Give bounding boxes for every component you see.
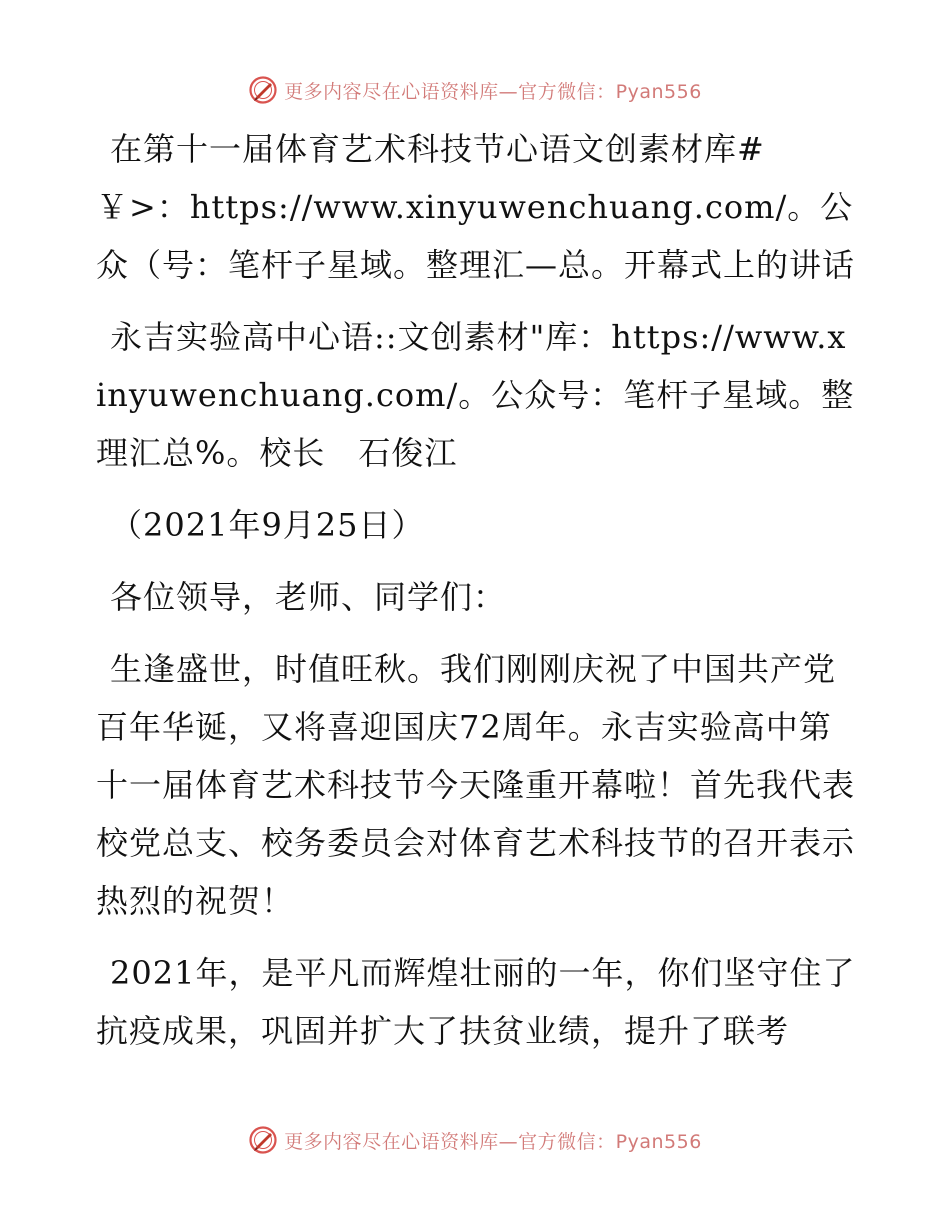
body-paragraph: 生逢盛世，时值旺秋。我们刚刚庆祝了中国共产党百年华诞，又将喜迎国庆72周年。永吉实验高中第十一届体育艺术科技节今天隆重开幕啦！首先我代表校党总支、校务委员会对体育艺术科技节的召开表示热烈的祝贺！ [96,650,856,920]
header-watermark [0,70,950,110]
watermark-text: 更多内容尽在心语资料库—官方微信：Pyan556 [284,1130,702,1153]
seal-pen-logo-icon [248,75,278,105]
salutation-paragraph: 各位领导，老师、同学们： [110,578,507,616]
date-paragraph: （2021年9月25日） [110,506,425,544]
footer-watermark [0,1120,950,1160]
document-body [96,120,856,1074]
watermark-text: 更多内容尽在心语资料库—官方微信：Pyan556 [284,80,702,103]
body-paragraph: 2021年，是平凡而辉煌壮丽的一年，你们坚守住了抗疫成果，巩固并扩大了扶贫业绩，提升了联考 [96,954,856,1050]
seal-pen-logo-icon [248,1125,278,1155]
title-paragraph: 在第十一届体育艺术科技节心语文创素材库#￥>：https://www.xinyuwenchuang.com/。公众（号：笔杆子星域。整理汇—总。开幕式上的讲话 [96,130,856,284]
author-paragraph: 永吉实验高中心语::文创素材"库：https://www.xinyuwenchuang.com/。公众号：笔杆子星域。整理汇总%。校长 石俊江 [96,318,855,472]
